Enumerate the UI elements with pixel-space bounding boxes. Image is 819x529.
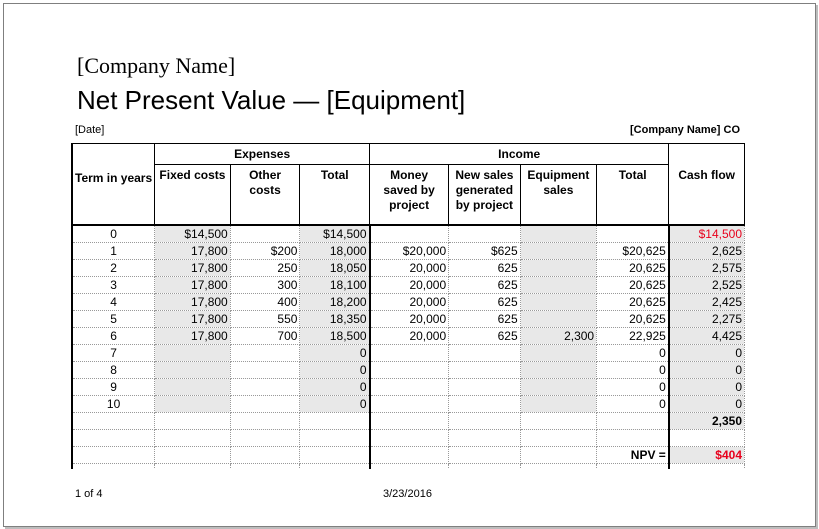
page-number: 1 of 4 [75,488,103,500]
cell-term: 10 [72,396,155,413]
cell-other-costs [230,362,300,379]
cell-equipment-sales [520,345,596,362]
cell-expenses-total: 18,200 [300,294,370,311]
col-equipment-sales: Equipment sales [520,165,596,226]
cell-equipment-sales [520,277,596,294]
cell-money-saved [370,225,449,243]
cell-fixed-costs: $14,500 [155,225,231,243]
cell-expenses-total: 18,100 [300,277,370,294]
cell-income-total: 20,625 [597,260,669,277]
cell-money-saved: 20,000 [370,294,449,311]
cell-equipment-sales [520,311,596,328]
cell-term: 0 [72,225,155,243]
npv-table [71,143,745,469]
cash-total-row [72,413,745,430]
group-expenses: Expenses [155,144,370,165]
cell-fixed-costs: 17,800 [155,328,231,345]
cell-new-sales: $625 [449,243,521,260]
cell-equipment-sales [520,243,596,260]
cell-expenses-total: 18,050 [300,260,370,277]
cell-term: 8 [72,362,155,379]
cell-income-total: 0 [597,362,669,379]
table-row [72,396,745,413]
cell-cash-flow: 2,575 [669,260,745,277]
cell-fixed-costs [155,345,231,362]
cell-cash-flow: $14,500 [669,225,745,243]
col-other-costs: Other costs [230,165,300,226]
cell-income-total: 0 [597,396,669,413]
cell-equipment-sales [520,362,596,379]
cell-money-saved [370,379,449,396]
cell-income-total: 20,625 [597,277,669,294]
cell-new-sales [449,345,521,362]
cash-flow-total: 2,350 [669,413,745,430]
cell-fixed-costs: 17,800 [155,294,231,311]
col-new-sales: New sales generated by project [449,165,521,226]
cell-cash-flow: 0 [669,379,745,396]
cell-fixed-costs: 17,800 [155,277,231,294]
date-label: [Date] [75,124,105,136]
cell-expenses-total: $14,500 [300,225,370,243]
header-right-company: [Company Name] CO [630,124,741,136]
table-row [72,311,745,328]
npv-value: $404 [669,447,745,464]
table-row [72,328,745,345]
cell-expenses-total: 18,500 [300,328,370,345]
cell-expenses-total: 18,000 [300,243,370,260]
cell-term: 2 [72,260,155,277]
cell-other-costs [230,345,300,362]
cell-cash-flow: 4,425 [669,328,745,345]
cell-income-total: 0 [597,345,669,362]
cell-new-sales [449,396,521,413]
table-row [72,277,745,294]
cell-fixed-costs [155,396,231,413]
cell-equipment-sales [520,294,596,311]
cash-flow-header-top [669,144,745,165]
cell-cash-flow: 2,525 [669,277,745,294]
cell-other-costs: 550 [230,311,300,328]
cell-expenses-total: 18,350 [300,311,370,328]
cell-income-total: 22,925 [597,328,669,345]
cell-new-sales: 625 [449,311,521,328]
cell-income-total [597,225,669,243]
cell-expenses-total: 0 [300,396,370,413]
cell-cash-flow: 2,425 [669,294,745,311]
cell-term: 5 [72,311,155,328]
col-money-saved: Money saved by project [370,165,449,226]
cell-term: 3 [72,277,155,294]
col-expenses-total: Total [300,165,370,226]
cell-equipment-sales [520,396,596,413]
company-name: [Company Name] [77,53,236,78]
cell-other-costs: 300 [230,277,300,294]
table-row [72,345,745,362]
npv-row [72,447,745,464]
cell-new-sales: 625 [449,260,521,277]
cell-income-total: 20,625 [597,294,669,311]
cell-fixed-costs [155,379,231,396]
cell-new-sales [449,362,521,379]
page-title: Net Present Value — [Equipment] [77,85,466,115]
cell-other-costs: $200 [230,243,300,260]
cell-income-total: 20,625 [597,311,669,328]
cell-term: 4 [72,294,155,311]
cell-income-total: $20,625 [597,243,669,260]
cell-equipment-sales [520,260,596,277]
cell-expenses-total: 0 [300,345,370,362]
cell-expenses-total: 0 [300,362,370,379]
cell-equipment-sales [520,225,596,243]
table-row [72,362,745,379]
cell-equipment-sales: 2,300 [520,328,596,345]
cell-cash-flow: 0 [669,396,745,413]
col-income-total: Total [597,165,669,226]
cell-money-saved: 20,000 [370,260,449,277]
cell-other-costs [230,225,300,243]
table-row [72,243,745,260]
cell-income-total: 0 [597,379,669,396]
cell-cash-flow: 0 [669,362,745,379]
cell-money-saved [370,396,449,413]
cell-new-sales [449,225,521,243]
cell-term: 9 [72,379,155,396]
cell-new-sales: 625 [449,328,521,345]
cell-new-sales: 625 [449,277,521,294]
cell-money-saved: 20,000 [370,328,449,345]
cell-money-saved [370,345,449,362]
table-row [72,379,745,396]
cell-other-costs: 400 [230,294,300,311]
col-cash-flow: Cash flow [669,165,745,226]
cell-cash-flow: 2,275 [669,311,745,328]
table-row [72,294,745,311]
cell-fixed-costs: 17,800 [155,311,231,328]
cell-other-costs [230,379,300,396]
cell-money-saved [370,362,449,379]
footer-date: 3/23/2016 [383,488,432,500]
cell-new-sales: 625 [449,294,521,311]
cell-money-saved: 20,000 [370,311,449,328]
cell-other-costs: 250 [230,260,300,277]
cell-fixed-costs [155,362,231,379]
cell-money-saved: $20,000 [370,243,449,260]
cell-equipment-sales [520,379,596,396]
npv-label: NPV = [597,447,669,464]
cell-cash-flow: 2,625 [669,243,745,260]
cell-new-sales [449,379,521,396]
cell-fixed-costs: 17,800 [155,243,231,260]
cell-term: 1 [72,243,155,260]
spacer-row [72,464,745,470]
cell-term: 7 [72,345,155,362]
cell-expenses-total: 0 [300,379,370,396]
cell-fixed-costs: 17,800 [155,260,231,277]
cell-money-saved: 20,000 [370,277,449,294]
cell-other-costs: 700 [230,328,300,345]
cell-term: 6 [72,328,155,345]
cell-other-costs [230,396,300,413]
spacer-row [72,430,745,447]
npv-table-area [71,143,745,469]
table-row [72,260,745,277]
col-fixed-costs: Fixed costs [155,165,231,226]
table-row [72,225,745,243]
group-income: Income [370,144,669,165]
cell-cash-flow: 0 [669,345,745,362]
col-term: Term in years [72,144,155,226]
